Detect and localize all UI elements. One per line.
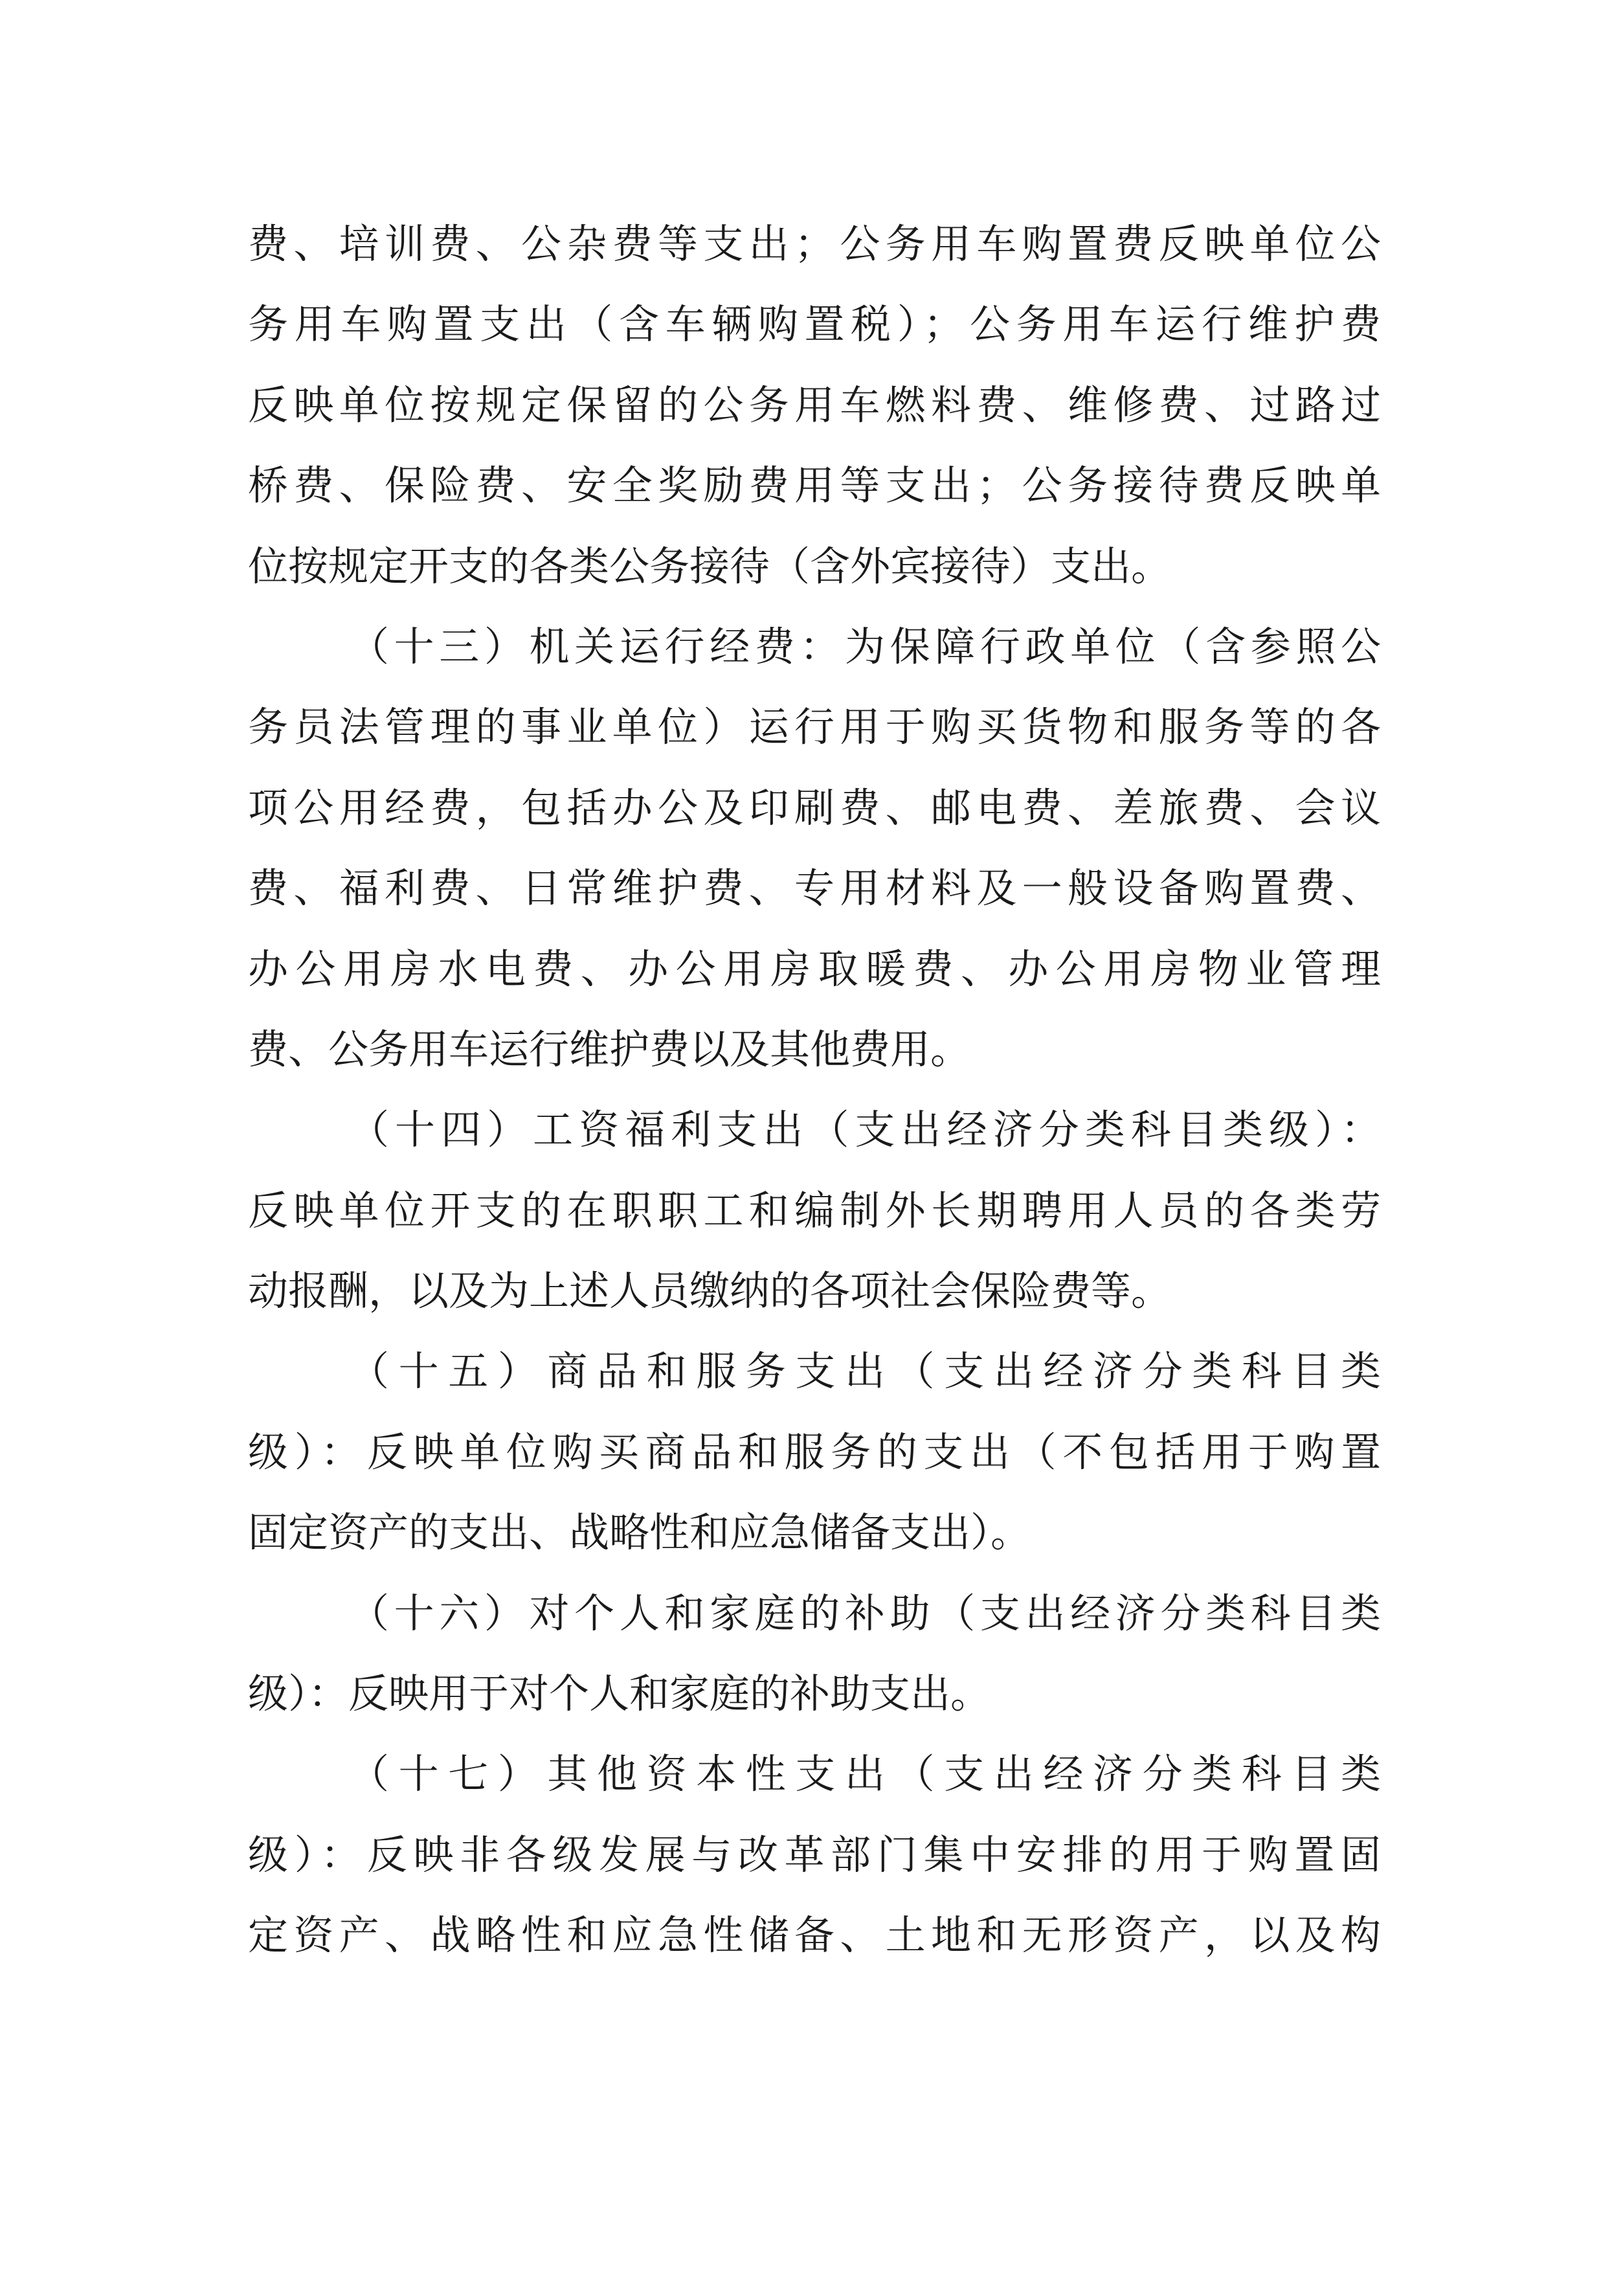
- text-line: 办公用房水电费、办公用房取暖费、办公用房物业管理: [248, 945, 1381, 993]
- text-line: 级）：反映用于对个人和家庭的补助支出。: [248, 1670, 991, 1718]
- text-line: 定资产、战略性和应急性储备、土地和无形资产，以及构: [248, 1911, 1381, 1959]
- text-line: 位按规定开支的各类公务接待（含外宾接待）支出。: [248, 542, 1172, 590]
- body-text: [248, 204, 1381, 1976]
- text-line: 级）：反映非各级发展与改革部门集中安排的用于购置固: [248, 1830, 1381, 1878]
- paragraph-heading-line: （十六）对个人和家庭的补助（支出经济分类科目类: [349, 1589, 1381, 1637]
- text-line: 级）：反映单位购买商品和服务的支出（不包括用于购置: [248, 1428, 1381, 1476]
- text-line: 反映单位开支的在职职工和编制外长期聘用人员的各类劳: [248, 1186, 1381, 1234]
- text-line: 动报酬，以及为上述人员缴纳的各项社会保险费等。: [248, 1267, 1172, 1315]
- paragraph-heading-line: （十五）商品和服务支出（支出经济分类科目类: [349, 1347, 1381, 1395]
- text-line: 项公用经费，包括办公及印刷费、邮电费、差旅费、会议: [248, 783, 1381, 831]
- paragraph-heading-line: （十三）机关运行经费：为保障行政单位（含参照公: [349, 622, 1381, 670]
- paragraph-heading-line: （十七）其他资本性支出（支出经济分类科目类: [349, 1750, 1381, 1798]
- text-line: 务员法管理的事业单位）运行用于购买货物和服务等的各: [248, 703, 1381, 751]
- text-line: 费、福利费、日常维护费、专用材料及一般设备购置费、: [248, 864, 1381, 912]
- text-line: 费、公务用车运行维护费以及其他费用。: [248, 1025, 971, 1073]
- text-line: 务用车购置支出（含车辆购置税）；公务用车运行维护费: [248, 300, 1381, 348]
- text-line: 固定资产的支出、战略性和应急储备支出）。: [248, 1509, 1031, 1557]
- text-line: 反映单位按规定保留的公务用车燃料费、维修费、过路过: [248, 381, 1381, 429]
- paragraph-heading-line: （十四）工资福利支出（支出经济分类科目类级）：: [349, 1106, 1381, 1154]
- text-line: 桥费、保险费、安全奖励费用等支出；公务接待费反映单: [248, 462, 1381, 510]
- text-line: 费、培训费、公杂费等支出；公务用车购置费反映单位公: [248, 220, 1381, 267]
